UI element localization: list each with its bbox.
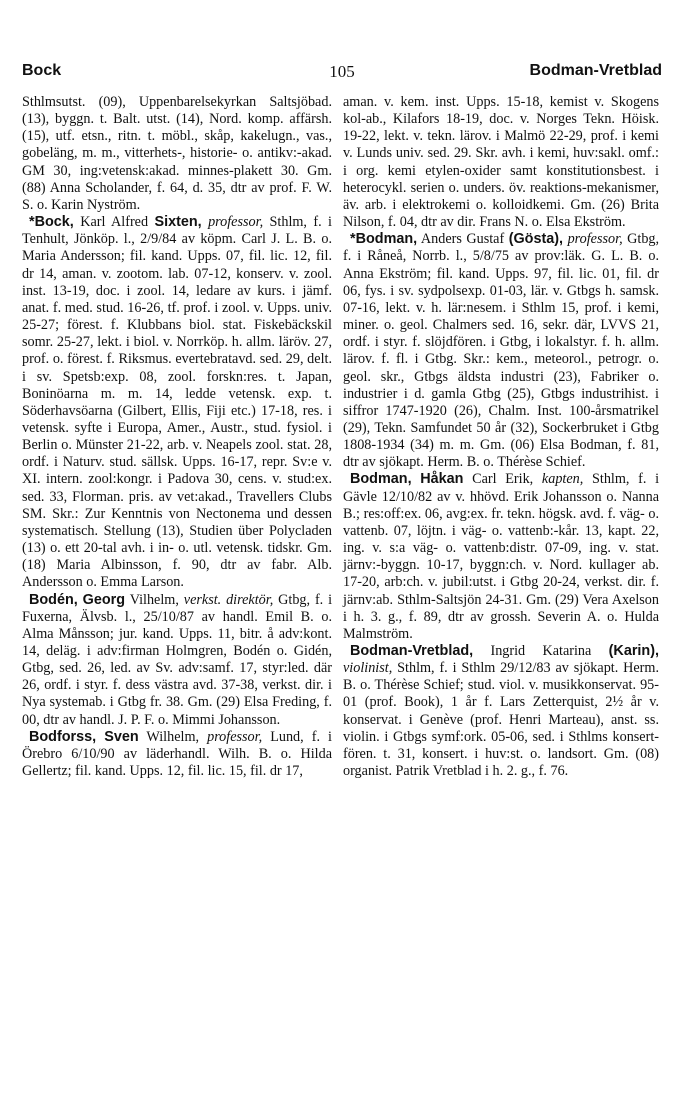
entry-bodman-vretblad-karin (343, 643, 659, 780)
running-head-right: Bodman-Vretblad (529, 62, 662, 79)
entry-continuation (22, 94, 332, 214)
entry-text: aman. v. kem. inst. Upps. 15-18, kemist v. Skogens kol-ab., Kilafors 18-19, doc. v. Norges Tekn. Höisk. 19-22, lekt. v. tekn. lärov. i Malmö 22-29, prof. i kemi v. Lunds univ. sed. 29. Skr. avh. i kemi, huv:sakl. omf.: i org. kemi etylen-oxider samt konstitutionsbest. i heterocykl. serien o. unders. öv. reaktions-mekanismer, äv. arb. i elektrokemi o. kolloidkemi. Gm. (26) Brita Nilson, f. 04, dtr av dir. Frans N. o. Elsa Ekström. (343, 94, 659, 231)
page-number: 105 (329, 62, 355, 81)
entry-given-names: Carl Erik, (472, 471, 534, 488)
entry-called-name: Sven (104, 728, 139, 745)
entry-headword: Bodforss, (29, 728, 97, 745)
entry-occupation: verkst. direktör, (183, 591, 274, 608)
entry-occupation: kapten, (541, 471, 584, 488)
entry-called-name: Sixten, (154, 214, 202, 231)
entry-text: Sthlm, f. i Gävle 12/10/82 av v. hhövd. Erik Johansson o. Nanna B.; res:off:ex. 06, avg:ex. fr. tekn. högsk. avd. f. väg- o. vattenb. 07, löjtn. i väg- o. vattenb:-kår. 13, kapt. 22, ing. v. s:a väg- o. vattenb:distr. 07-09, ing. v. stat. järnv:-byggn. 10-17, byggn:ch. v. Nord. kullager ab. 17-20, arb:ch. v. jubil:utst. i Gtbg 20-24, verkst. dir. f. järnv:ab. Sthlm-Saltsjön 24-31. Gm. (29) Vera Axelson i h. 3. g., f. 89, dtr av grossh. Severin A. o. Hulda Malmström. (343, 471, 660, 642)
left-column (22, 94, 332, 780)
entry-text: Gtbg, f. i Råneå, Norrb. l., 5/8/75 av prov:läk. G. L. B. o. Anna Ekström; fil. kand. Upps. 97, fil. lic. 01, fil. dr 06, fys. i sv. sydpolsexp. 01-03, lär. v. Gtbgs h. samsk. 07-16, lekt. v. h. lär:nesem. i Sthlm 15, prof. i kemi, miner. o. geol. Chalmers sed. 16, sekr. där, LVVS 21, ordf. i styr. f. slöjdfören. i Gtbg, i lokalstyr. f. h. allm. lärov. f. fl. i Gtbg. Skr.: kem., meteorol., petrogr. o. geol. skr., Gtbgs äldsta industri (23), Fabriker o. industrier i d. gamla Gtbg (25), Gtbgs industrihist. i siffror 1747-1920 (26), Chalm. Inst. 100-årsmatrikel (29), Tekn. Samfundet 50 år (32), Sockerbruket i Gtbg 1808-1934 (34) m. m. Gm. (06) Elsa Bodman, f. 81, dtr av sjökapt. Herm. B. o. Thérèse Schief. (343, 231, 660, 471)
entry-headword: Bodén, (29, 591, 78, 608)
entry-text: Sthlmsutst. (09), Uppenbarelsekyrkan Saltsjöbad. (13), byggn. t. Balt. utst. (14), Nord. komp. affärsh. (15), utf. etsn., ritn. t. möbl., skåp, kakelugn., vas., gobeläng, m. m., vitterhets-, historie- o. antikv:-akad. GM 30, ing:vetensk:akad. minnes-plakett 30. Gm. (88) Anna Scholander, f. 64, d. 35, dtr av prof. F. W. S. o. Karin Nyström. (22, 94, 332, 213)
entry-boden-georg (22, 592, 332, 729)
entry-bodman-gosta (343, 231, 659, 471)
entry-given-names: Vilhelm, (129, 591, 179, 608)
right-column (343, 94, 659, 780)
entry-bodman-hakan (343, 471, 659, 643)
entry-bock-sixten (22, 214, 332, 591)
entry-text: Gtbg, f. i Fuxerna, Älvsb. l., 25/10/87 av handl. Emil B. o. Alma Månsson; jur. kand. Upps. 11, bitr. å adv:kont. 14, deläg. i adv:firman Holmgren, Bodén o. Gidén, Gtbg, sed. 26, led. av Sv. adv:samf. 17, styr:led. där 26, ordf. i styr. f. dess västra avd. 37-38, verkst. dir. i Nya systemab. i Gtbg fr. 38. Gm. (29) Elsa Freding, f. 00, dtr av handl. J. P. F. o. Mimmi Johansson. (22, 591, 333, 728)
entry-given-names: Anders Gustaf (420, 231, 505, 248)
entry-occupation: violinist, (343, 660, 393, 677)
entry-text: Sthlm, f. i Sthlm 29/12/83 av sjökapt. Herm. B. o. Thérèse Schief; stud. viol. v. musikkonservat. 95-01 (prof. Book), 1 år f. Lars Zetterquist, 2½ år v. konservat. i Genève (prof. Henri Marteau), anst. ss. violin. i Gtbgs symf:ork. 05-06, sed. i Sthlms konsert-fören. t. 31, konsert. i huv:st. o. landsort. Gm. (08) organist. Patrik Vretblad i h. 2. g., f. 76. (343, 660, 659, 780)
running-head-left: Bock (22, 62, 62, 79)
entry-called-name: Georg (82, 591, 126, 608)
entry-text: Sthlm, f. i Tenhult, Jönköp. l., 2/9/84 av köpm. Carl J. L. B. o. Maria Andersson; fil. kand. Upps. 07, fil. lic. 12, fil. dr 14, aman. v. zootom. lab. 07-12, konserv. v. zool. inst. 13-19, doc. i zool. 14, ledare av kurs. i jämf. anat. f. med. stud. 16-26, tf. prof. i zool. v. Upps. univ. 25-27; förest. f. Klubbans biol. stat. Fiskebäckskil somr. 25-27, lekt. i biol. v. Norrköp. h. allm. läröv. 27, prof. o. förest. f. Riksmus. evertebratavd. sed. 29, delt. i sv. Spetsb:exp. 08, zool. forskn:res. t. Japan, Boninöarna m. m. 14, ledde vetensk. exp. t. Söderhavsöarna (Gilbert, Ellis, Fiji etc.) 17-18, res. i vetensk. syfte i Europa, Amer., Austr., stud. fysiol. i Berlin o. Münster 21-22, arb. v. Neapels zool. stat. 28, ordf. i Naturv. stud. sällsk. Upps. 16-17, repr. Sv:e v. XI. intern. zool:kongr. i Padova 30, cens. v. stud:ex. sed. 33, Florman. pris. av vet:akad., Travellers Clubs SM. Skr.: Zur Kenntnis von Nectonema und dessen systematisch. Stellung (13), Studien über Polycladen (13) o. ett 20-tal avh. i in- o. utl. vetensk. tidskr. Gm. (18) Maria Albinsson, f. 90, dtr av fabr. Alb. Andersson o. Emma Larson. (22, 214, 333, 591)
entry-given-names: Wilhelm, (146, 728, 200, 745)
entry-continuation (343, 94, 659, 231)
entry-occupation: professor, (207, 728, 263, 745)
entry-called-name: (Gösta), (508, 231, 564, 248)
entry-called-name: Håkan (420, 471, 464, 488)
entry-given-names: Karl Alfred (80, 214, 149, 231)
entry-occupation: professor, (567, 231, 623, 248)
entry-given-names: Ingrid Katarina (490, 643, 592, 659)
entry-headword: *Bock, (29, 214, 74, 231)
running-head (22, 62, 662, 84)
entry-headword: Bodman-Vretblad, (350, 643, 474, 659)
entry-called-name: (Karin), (608, 643, 660, 659)
entry-occupation: professor, (208, 214, 264, 231)
entry-bodforss-sven (22, 729, 332, 780)
entry-headword: Bodman, (350, 471, 412, 488)
entry-headword: *Bodman, (350, 231, 418, 248)
entry-text: Lund, f. i Örebro 6/10/90 av läderhandl. Wilh. B. o. Hilda Gellertz; fil. kand. Upps. 12, fil. lic. 15, fil. dr 17, (22, 728, 332, 780)
